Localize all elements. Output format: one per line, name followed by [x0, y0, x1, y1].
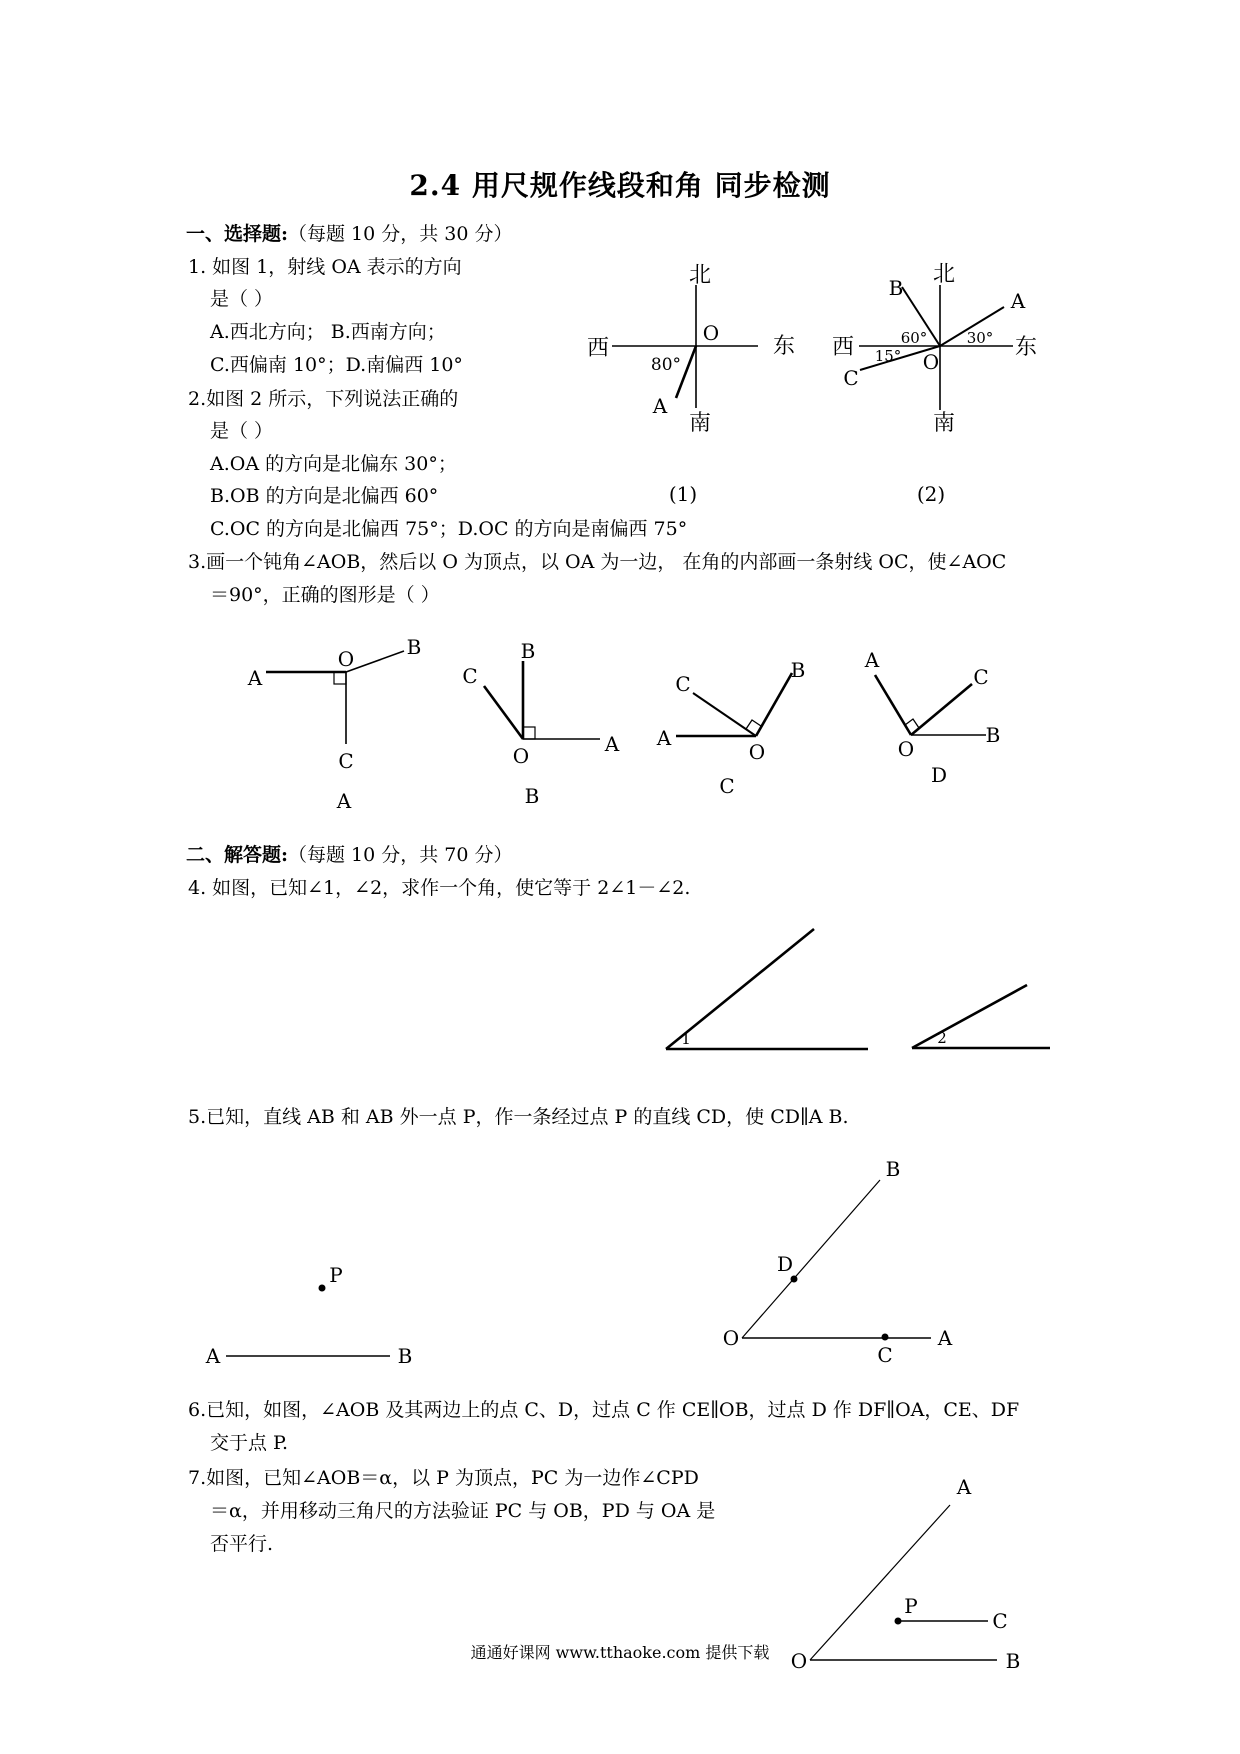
q7-line1: 7.如图，已知∠AOB＝α，以 P 为顶点，PC 为一边作∠CPD [188, 1467, 699, 1489]
q3d-ray-oa [875, 675, 911, 735]
q5-label-b: B [397, 1344, 413, 1368]
figure-1-compass [612, 285, 758, 408]
q3a-label-a: A [247, 666, 263, 690]
q7-label-a: A [956, 1475, 972, 1499]
page-title: 2.4 用尺规作线段和角 同步检测 [409, 169, 831, 202]
q1-options-cd: C.西偏南 10°；D.南偏西 10° [210, 354, 463, 376]
q2-line1: 2.如图 2 所示，下列说法正确的 [188, 388, 459, 410]
q3c-label-b: B [790, 658, 806, 682]
q7-label-b: B [1005, 1649, 1021, 1673]
q7-point-p [895, 1618, 902, 1625]
fig2-label-west: 西 [831, 335, 855, 360]
q3b-caption: B [524, 784, 540, 808]
fig1-label-east: 东 [772, 334, 796, 359]
q6-line2: 交于点 P. [210, 1432, 289, 1454]
q3b-right-angle-mark [523, 727, 535, 739]
q7-label-p: P [904, 1594, 918, 1618]
q7-line2: ＝α，并用移动三角尺的方法验证 PC 与 OB，PD 与 OA 是 [210, 1500, 716, 1522]
q3-figure-b [484, 661, 600, 739]
fig1-label-north: 北 [688, 263, 712, 288]
q5-line1: 5.已知，直线 AB 和 AB 外一点 P，作一条经过点 P 的直线 CD，使 CD∥A B. [188, 1106, 849, 1128]
q1-line2: 是（ ） [210, 288, 274, 310]
q6-line1: 6.已知，如图，∠AOB 及其两边上的点 C、D，过点 C 作 CE∥OB，过点 D 作 DF∥OA，CE、DF [188, 1399, 1020, 1421]
q4-label-angle2: 2 [937, 1029, 947, 1047]
fig1-label-south: 南 [688, 411, 712, 436]
fig2-label-o: O [922, 350, 940, 374]
fig1-label-a: A [652, 394, 668, 418]
fig1-angle-80: 80° [650, 355, 682, 375]
q3d-label-o: O [897, 737, 915, 761]
fig1-caption: (1) [668, 482, 698, 506]
q3a-label-o: O [337, 647, 355, 671]
fig2-label-c: C [843, 366, 859, 390]
q5-point-p [319, 1285, 326, 1292]
fig1-label-o: O [702, 321, 720, 345]
fig2-label-north: 北 [932, 262, 956, 287]
q3b-label-c: C [462, 664, 478, 688]
q7-figure [810, 1505, 997, 1660]
q3c-caption: C [719, 774, 735, 798]
q3d-caption: D [930, 763, 948, 787]
q1-line1: 1. 如图 1，射线 OA 表示的方向 [188, 256, 462, 278]
q6-label-c: C [877, 1343, 893, 1367]
q3-figure-a [266, 651, 404, 744]
q3a-ray-ob [346, 651, 404, 672]
q3c-label-a: A [656, 726, 672, 750]
section-one-note: （每题 10 分，共 30 分） [288, 223, 513, 245]
section-two-note: （每题 10 分，共 70 分） [288, 844, 513, 866]
q3-figure-d [875, 675, 986, 735]
q6-label-b: B [885, 1157, 901, 1181]
q3c-label-c: C [675, 672, 691, 696]
q3b-label-b: B [520, 639, 536, 663]
q2-option-a: A.OA 的方向是北偏东 30°； [210, 453, 457, 475]
q3-line1: 3.画一个钝角∠AOB，然后以 O 为顶点，以 OA 为一边， 在角的内部画一条射线 OC，使∠AOC [188, 551, 1007, 573]
q3c-label-o: O [748, 740, 766, 764]
q7-label-c: C [992, 1609, 1008, 1633]
q6-ray-ob [742, 1180, 880, 1338]
q5-label-a: A [205, 1344, 221, 1368]
q4-label-angle1: 1 [681, 1030, 691, 1048]
q3-line2: ＝90°，正确的图形是（ ） [210, 584, 440, 606]
footer-credit: 通通好课网 www.tthaoke.com 提供下载 [470, 1643, 770, 1662]
q3a-label-b: B [406, 635, 422, 659]
q4-angle2-ray [912, 985, 1027, 1048]
q3d-label-a: A [864, 648, 880, 672]
q3c-ray-oc [693, 693, 756, 736]
q5-figure [226, 1285, 390, 1357]
q6-figure [742, 1180, 931, 1341]
q4-angle-2 [912, 985, 1050, 1048]
q3a-label-c: C [338, 749, 354, 773]
q3b-label-o: O [512, 744, 530, 768]
q3d-label-b: B [985, 723, 1001, 747]
q6-label-a: A [937, 1326, 953, 1350]
section-two-title: 二、解答题: [186, 844, 289, 866]
fig2-label-east: 东 [1014, 335, 1038, 360]
q7-ray-oa [810, 1505, 950, 1660]
fig2-label-a: A [1010, 289, 1026, 313]
q3c-ray-ob [756, 673, 792, 736]
fig2-label-south: 南 [932, 411, 956, 436]
q3c-right-angle-mark [746, 720, 761, 729]
fig2-angle-30: 30° [966, 329, 994, 347]
q6-label-d: D [776, 1252, 794, 1276]
q3a-right-angle-mark [334, 672, 346, 684]
fig1-label-west: 西 [586, 336, 610, 361]
q3d-label-c: C [973, 665, 989, 689]
q5-label-p: P [329, 1263, 343, 1287]
q2-line2: 是（ ） [210, 420, 274, 442]
q3-figure-c [676, 673, 792, 736]
section-one-title: 一、选择题: [186, 223, 289, 245]
q7-label-o: O [790, 1649, 808, 1673]
q6-point-c [882, 1334, 889, 1341]
q4-line1: 4. 如图，已知∠1，∠2，求作一个角，使它等于 2∠1－∠2. [188, 877, 691, 899]
q3a-caption: A [336, 789, 352, 813]
q3d-ray-oc [911, 684, 972, 735]
fig2-label-b: B [888, 276, 904, 300]
q4-angle-1 [666, 929, 868, 1049]
q6-point-d [791, 1276, 798, 1283]
q2-option-b: B.OB 的方向是北偏西 60° [210, 485, 439, 507]
q6-label-o: O [722, 1326, 740, 1350]
fig2-angle-15: 15° [874, 347, 902, 365]
q3b-ray-oc [484, 686, 523, 739]
q2-options-cd: C.OC 的方向是北偏西 75°；D.OC 的方向是南偏西 75° [210, 518, 688, 540]
q3b-label-a: A [604, 732, 620, 756]
fig2-caption: (2) [916, 482, 946, 506]
q7-line3: 否平行. [210, 1533, 274, 1555]
fig2-angle-60: 60° [900, 329, 928, 347]
q1-options-ab: A.西北方向； B.西南方向； [210, 321, 446, 343]
